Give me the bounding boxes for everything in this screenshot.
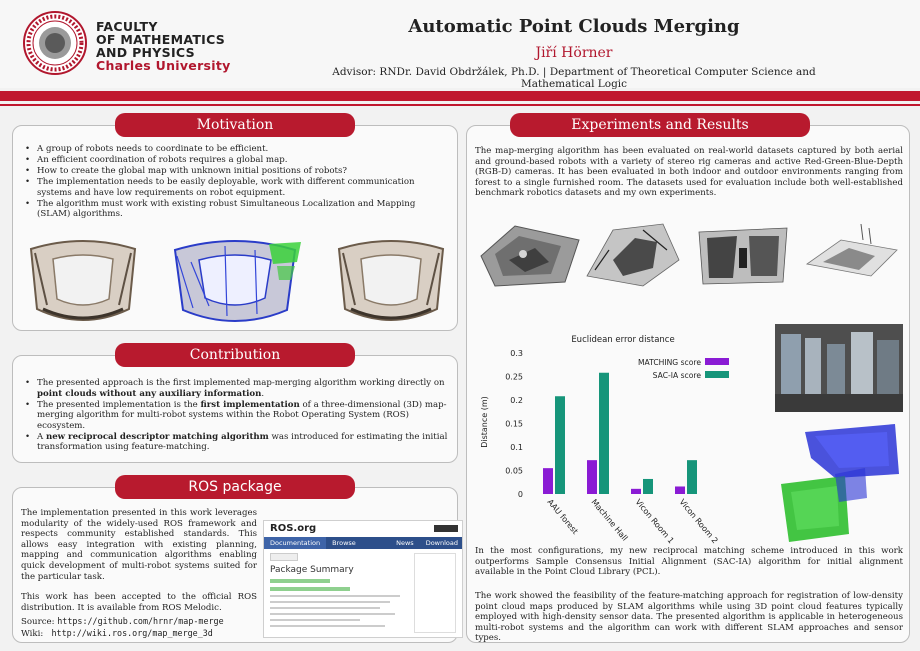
- ros-heading: ROS package: [115, 475, 355, 499]
- experiments-heading: Experiments and Results: [510, 113, 810, 137]
- y-tick-label: 0.25: [505, 372, 523, 382]
- motivation-bullet: • The implementation needs to be easily deployable, work with different communication systems and have low requirements on robot equipment.: [23, 177, 451, 198]
- ros-nav-bar: [264, 537, 463, 559]
- legend-swatch-matching: [705, 358, 729, 365]
- contribution-text: The presented approach is the first implemented map-merging algorithm working directly on: [37, 378, 445, 388]
- bar-sacia: [555, 396, 565, 494]
- dataset-cloud-1: [475, 216, 585, 295]
- map-image-left: [23, 239, 143, 328]
- motivation-bullet: • A group of robots needs to coordinate to be efficient.: [23, 144, 451, 155]
- contribution-highlight: first implementation: [200, 399, 300, 410]
- y-axis-label: Distance (m): [480, 396, 489, 448]
- legend-label-matching: MATCHING score: [638, 358, 701, 367]
- legend-label-sacia: SAC-IA score: [652, 371, 701, 380]
- university-name: Charles University: [96, 58, 231, 73]
- package-summary-title: Package Summary: [270, 565, 354, 575]
- y-tick-label: 0.15: [505, 419, 523, 429]
- x-axis-labels: [545, 498, 719, 546]
- lab-photo: [775, 324, 903, 412]
- contribution-heading: Contribution: [115, 343, 355, 367]
- y-tick-label: 0.1: [510, 443, 523, 452]
- header-accent-line: [0, 104, 920, 106]
- merged-map-image: [165, 236, 305, 330]
- y-axis-ticks: [505, 349, 523, 499]
- experiments-panel: [466, 125, 910, 643]
- advisor-line: Advisor: RNDr. David Obdržálek, Ph.D. | Department of Theoretical Computer Science and Mathematical Logic: [332, 66, 816, 90]
- dataset-cloud-3: [693, 218, 793, 294]
- contribution-highlight: point clouds without any auxiliary information: [37, 388, 262, 399]
- ros-nav-news: News: [396, 539, 414, 547]
- poster-title: Automatic Point Clouds Merging: [408, 16, 740, 37]
- ros-wiki-screenshot: [263, 520, 463, 638]
- contribution-text: of a three-dimensional (3D) map-merging algorithm for multi-robot systems within the Robot Operating System (ROS) ecosystem.: [37, 399, 447, 431]
- ros-nav-browse: Browse Software: [332, 539, 361, 559]
- search-box: [434, 525, 458, 532]
- bar-matching: [543, 468, 553, 494]
- legend-swatch-sacia: [705, 371, 729, 378]
- faculty-line-2: OF MATHEMATICS: [96, 32, 226, 47]
- merged-cloud-image: [775, 418, 903, 552]
- doc-tabs: [270, 553, 298, 561]
- error-distance-chart: [473, 326, 773, 546]
- faculty-line-3: AND PHYSICS: [96, 45, 195, 60]
- university-seal-logo: [22, 10, 88, 76]
- ros-site-header: [264, 521, 462, 537]
- contribution-text: The presented implementation is the: [37, 399, 201, 410]
- contribution-bullet: [23, 432, 451, 453]
- x-tick-label: AAU forest: [545, 497, 580, 536]
- dataset-cloud-4: [801, 220, 901, 284]
- bar-matching: [675, 486, 685, 494]
- ros-nav-download: Download: [425, 539, 458, 547]
- chart-title: Euclidean error distance: [571, 335, 675, 345]
- motivation-list: [23, 144, 451, 220]
- contribution-bullet: [23, 400, 451, 432]
- source-label: Source:: [21, 617, 55, 627]
- y-tick-label: 0.05: [505, 466, 523, 476]
- x-tick-label: Vicon Room 1: [633, 497, 676, 546]
- motivation-bullet: • An efficient coordination of robots requires a global map.: [23, 155, 451, 166]
- ros-nav-documentation: Documentation: [264, 537, 326, 549]
- experiments-intro: The map-merging algorithm has been evaluated on real-world datasets captured by both aerial and ground-based robots with a variety of stereo rig cameras and active Red-Green-Blue-Depth (RGB-D) cameras. It has been evaluated in both indoor and outdoor environments ranging from forest to a single furnished room. The datasets used for evaluation include both well-established benchmark robotics datasets and my own experiments.: [475, 146, 903, 199]
- ros-links: [21, 616, 224, 640]
- contribution-panel: [12, 355, 458, 463]
- ros-paragraph-2: This work has been accepted to the official ROS distribution. It is available from ROS Melodic.: [21, 592, 257, 613]
- poster-header: [0, 0, 920, 88]
- faculty-line-1: FACULTY: [96, 19, 158, 34]
- x-tick-label: Machine Hall: [589, 497, 630, 543]
- bar-sacia: [687, 460, 697, 494]
- contribution-bullet: [23, 378, 451, 399]
- contribution-text: .: [261, 388, 265, 399]
- motivation-bullet: • The algorithm must work with existing robust Simultaneous Localization and Mapping (SLAM) algorithms.: [23, 199, 451, 220]
- bar-matching: [587, 460, 597, 494]
- results-paragraph-1: In the most configurations, my new reciprocal matching scheme introduced in this work outperforms Sample Consensus Initial Alignment (SAC-IA) algorithm for initial alignment available in the Point Cloud Library (PCL).: [475, 546, 903, 578]
- map-image-right: [331, 239, 451, 328]
- y-tick-label: 0.3: [510, 349, 523, 358]
- faculty-name: [96, 20, 231, 72]
- x-tick-label: Vicon Room 2: [677, 497, 720, 546]
- contribution-highlight: new reciprocal descriptor matching algorithm: [45, 431, 269, 442]
- y-tick-label: 0: [517, 490, 523, 499]
- package-links-box: [414, 553, 456, 633]
- motivation-bullet: • How to create the global map with unknown initial positions of robots?: [23, 166, 451, 177]
- source-link[interactable]: https://github.com/hrnr/map-merge: [57, 616, 224, 626]
- bar-sacia: [599, 373, 609, 494]
- bar-sacia: [643, 479, 653, 494]
- motivation-heading: Motivation: [115, 113, 355, 137]
- bar-matching: [631, 489, 641, 494]
- motivation-panel: [12, 125, 458, 331]
- wiki-label: Wiki:: [21, 629, 44, 639]
- chart-legend: [638, 358, 729, 380]
- ros-panel: [12, 487, 458, 643]
- author-name: Jiří Hörner: [535, 45, 613, 61]
- dataset-cloud-2: [583, 220, 683, 294]
- ros-logo: ROS.org: [270, 523, 317, 534]
- wiki-link[interactable]: http://wiki.ros.org/map_merge_3d: [51, 628, 213, 638]
- results-paragraph-2: The work showed the feasibility of the feature-matching approach for registration of low-density point cloud maps produced by SLAM algorithms while using 3D point cloud features typically employed with high-density sensor data. The presented algorithm is applicable in heterogeneous multi-robot systems and the algorithm can work with different SLAM approaches and sensor types.: [475, 591, 903, 644]
- header-accent-bar: [0, 91, 920, 101]
- contribution-text: was introduced for estimating the initial transformation using feature-matching.: [37, 431, 448, 452]
- ros-paragraph-1: The implementation presented in this work leverages modularity of the widely-used ROS framework and respects community established standards. This allows easy integration with existing planning, mapping and communication algorithms enabling quick development of multi-robot systems suited for the particular task.: [21, 508, 257, 582]
- y-tick-label: 0.2: [510, 396, 523, 405]
- chart-bars: [543, 373, 697, 494]
- contribution-list: [23, 378, 451, 453]
- contribution-text: A: [37, 431, 46, 442]
